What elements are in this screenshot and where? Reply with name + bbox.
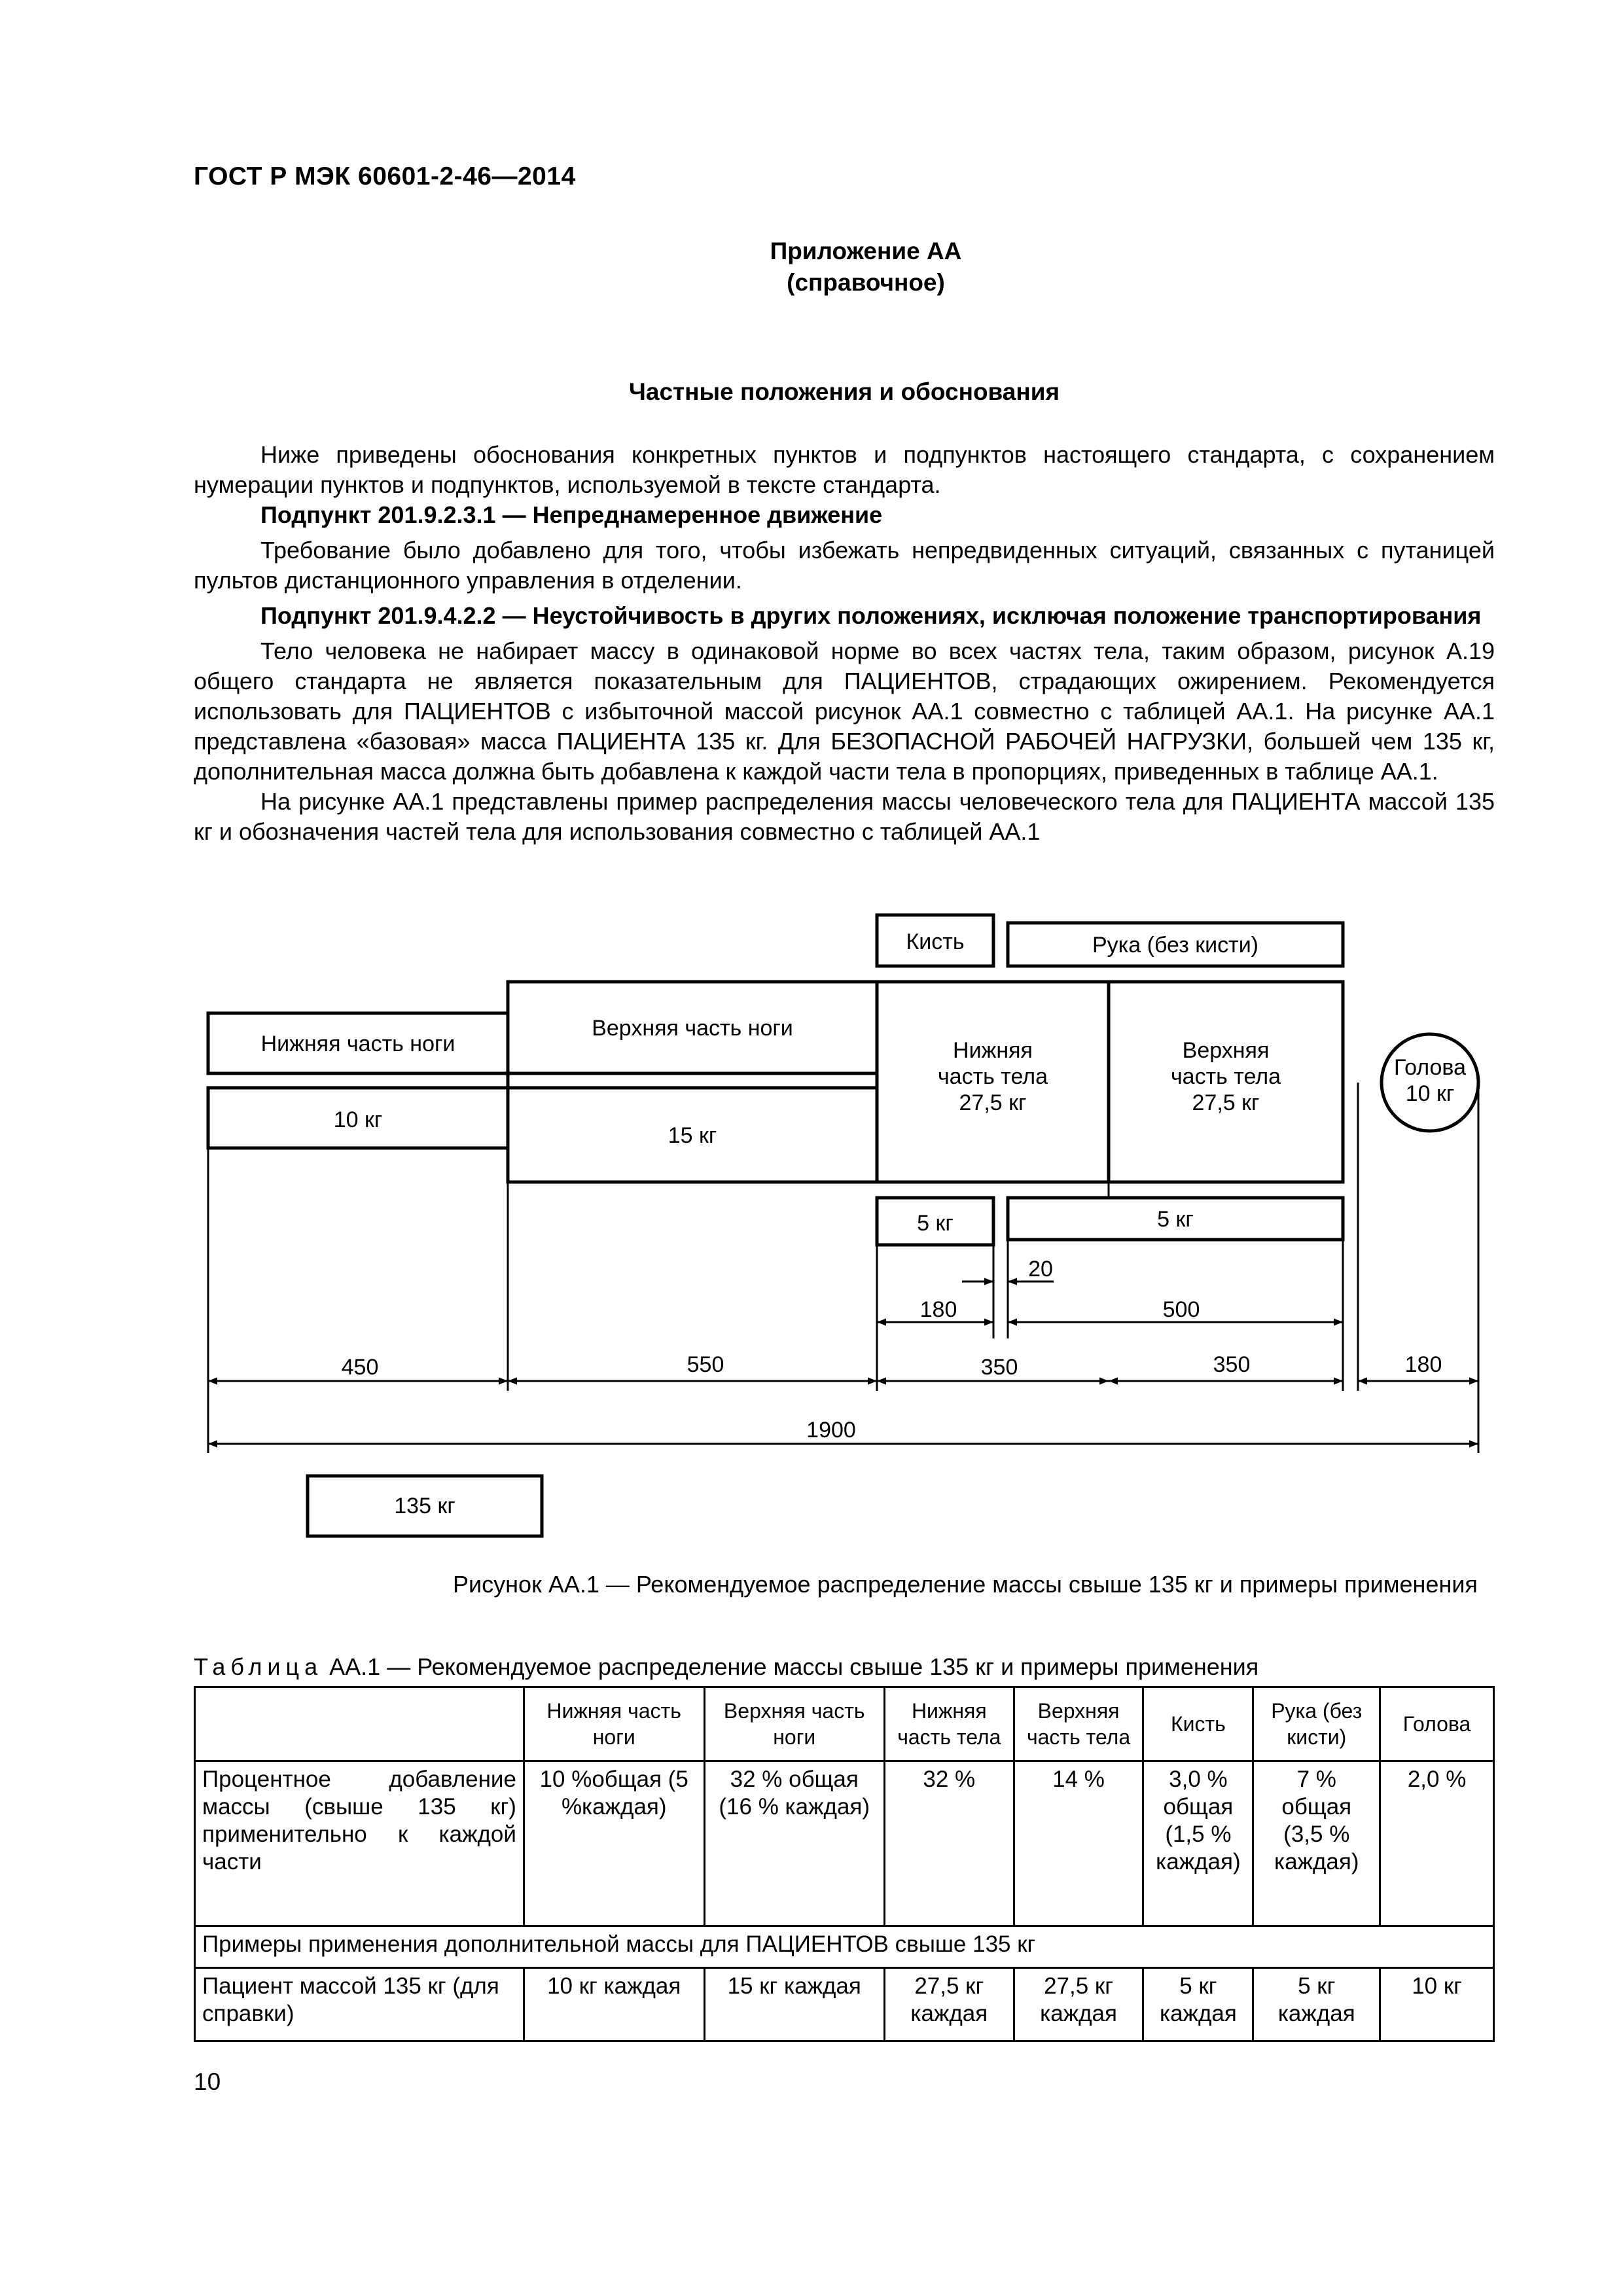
dimension-gap: 20 [1028, 1257, 1053, 1282]
mass-distribution-table [194, 1686, 1495, 2042]
table-header-row [195, 1687, 1494, 1761]
table-row-label: Процентное добавление массы (свыше 135 кг) применительно к каждой части [195, 1761, 524, 1926]
table-header-cell: Рука (без кисти) [1253, 1687, 1380, 1761]
table-span-cell: Примеры применения дополнительной массы для ПАЦИЕНТОВ свыше 135 кг [195, 1926, 1494, 1968]
clause-heading: Подпункт 201.9.4.2.2 — Неустойчивость в других положениях, исключая положение транспортирования [260, 602, 1482, 629]
table-cell: 14 % [1014, 1761, 1143, 1926]
section-title: Частные положения и обоснования [628, 378, 1060, 405]
table-cell: 2,0 % [1380, 1761, 1494, 1926]
paragraph: На рисунке АА.1 представлены пример распределения массы человеческого тела для ПАЦИЕНТА массой 135 кг и обозначения частей тела для использования совместно с таблицей АА.1 [194, 788, 1495, 845]
paragraph: Тело человека не набирает массу в одинаковой норме во всех частях тела, таким образом, рисунок А.19 общего стандарта не является показательным для ПАЦИЕНТОВ, страдающих ожирением. Рекомендуется использовать для ПАЦИЕНТОВ с избыточной массой рисунок АА.1 совместно с таблицей АА.1. На рисунке АА.1 представлена «базовая» масса ПАЦИЕНТА 135 кг. Для БЕЗОПАСНОЙ РАБОЧЕЙ НАГРУЗКИ, большей чем 135 кг, дополнительная масса должна быть добавлена к каждой части тела в пропорциях, приведенных в таблице АА.1. [194, 637, 1495, 785]
table-header-cell: Кисть [1143, 1687, 1253, 1761]
lower-leg-label: Нижняя часть ноги [260, 1031, 455, 1056]
dimension-head: 180 [1404, 1352, 1442, 1377]
table-cell: 15 кг каждая [704, 1968, 884, 2041]
table-header-cell: Нижняя часть тела [884, 1687, 1014, 1761]
table-cell: 32 % [884, 1761, 1014, 1926]
dimension-arm: 500 [1162, 1297, 1200, 1322]
table-cell: 10 кг каждая [524, 1968, 704, 2041]
head-label: Голова [1393, 1055, 1467, 1080]
dimension-lower-leg: 450 [341, 1355, 379, 1380]
table-cell: 27,5 кг каждая [1014, 1968, 1143, 2041]
hand-label: Кисть [906, 929, 965, 954]
table-cell: 27,5 кг каждая [884, 1968, 1014, 2041]
table-caption-label: Таблица [194, 1653, 323, 1680]
upper-leg-label: Верхняя часть ноги [592, 1016, 793, 1041]
upper-body-label: часть тела [1170, 1064, 1281, 1089]
dimension-upper-leg: 550 [687, 1352, 724, 1377]
paragraph: Требование было добавлено для того, чтобы избежать непредвиденных ситуаций, связанных с путаницей пультов дистанционного управления в отделении. [194, 537, 1495, 594]
table-row-label: Пациент массой 135 кг (для справки) [195, 1968, 524, 2041]
lower-leg-mass: 10 кг [333, 1107, 383, 1132]
arm-mass: 5 кг [1157, 1207, 1194, 1232]
head-mass: 10 кг [1405, 1081, 1455, 1106]
table-header-cell: Нижняя часть ноги [524, 1687, 704, 1761]
total-mass: 135 кг [394, 1494, 455, 1518]
annex-title: Приложение АА [770, 238, 962, 264]
lower-body-label: Нижняя [953, 1038, 1033, 1063]
table-caption [194, 1653, 1258, 1681]
dimension-total: 1900 [806, 1418, 856, 1443]
table-header-cell [195, 1687, 524, 1761]
dimension-upper-body: 350 [1213, 1352, 1251, 1377]
table-cell: 10 кг [1380, 1968, 1494, 2041]
dimension-hand: 180 [919, 1297, 957, 1322]
upper-body-label: Верхняя [1182, 1038, 1270, 1063]
leg-strip [508, 1073, 877, 1088]
table-cell: 10 %общая (5 %каждая) [524, 1761, 704, 1926]
table-cell: 5 кг каждая [1253, 1968, 1380, 2041]
table-header-cell: Верхняя часть тела [1014, 1687, 1143, 1761]
hand-mass: 5 кг [917, 1211, 954, 1236]
clause-heading: Подпункт 201.9.2.3.1 — Непреднамеренное движение [260, 501, 883, 528]
table-row [195, 1926, 1494, 1968]
arm-label: Рука (без кисти) [1092, 933, 1259, 958]
table-row [195, 1761, 1494, 1926]
paragraph: Ниже приведены обоснования конкретных пунктов и подпунктов настоящего стандарта, с сохранением нумерации пунктов и подпунктов, используемой в тексте стандарта. [194, 441, 1495, 498]
upper-body-mass: 27,5 кг [1192, 1090, 1260, 1115]
table-cell: 5 кг каждая [1143, 1968, 1253, 2041]
table-cell: 32 % общая (16 % каждая) [704, 1761, 884, 1926]
annex-subtitle: (справочное) [787, 269, 945, 296]
lower-body-label: часть тела [937, 1064, 1048, 1089]
page-number: 10 [194, 2068, 221, 2095]
table-cell: 7 % общая (3,5 % каждая) [1253, 1761, 1380, 1926]
table-header-cell: Голова [1380, 1687, 1494, 1761]
table-row [195, 1968, 1494, 2041]
figure-caption: Рисунок АА.1 — Рекомендуемое распределение массы свыше 135 кг и примеры применения [453, 1571, 1478, 1598]
table-caption-text: АА.1 — Рекомендуемое распределение массы свыше 135 кг и примеры применения [323, 1653, 1259, 1680]
dimension-lower-body: 350 [980, 1355, 1018, 1380]
document-header: ГОСТ Р МЭК 60601-2-46—2014 [194, 162, 576, 190]
table-cell: 3,0 % общая (1,5 % каждая) [1143, 1761, 1253, 1926]
upper-leg-mass: 15 кг [668, 1123, 717, 1148]
lower-body-mass: 27,5 кг [959, 1090, 1027, 1115]
table-header-cell: Верхняя часть ноги [704, 1687, 884, 1761]
